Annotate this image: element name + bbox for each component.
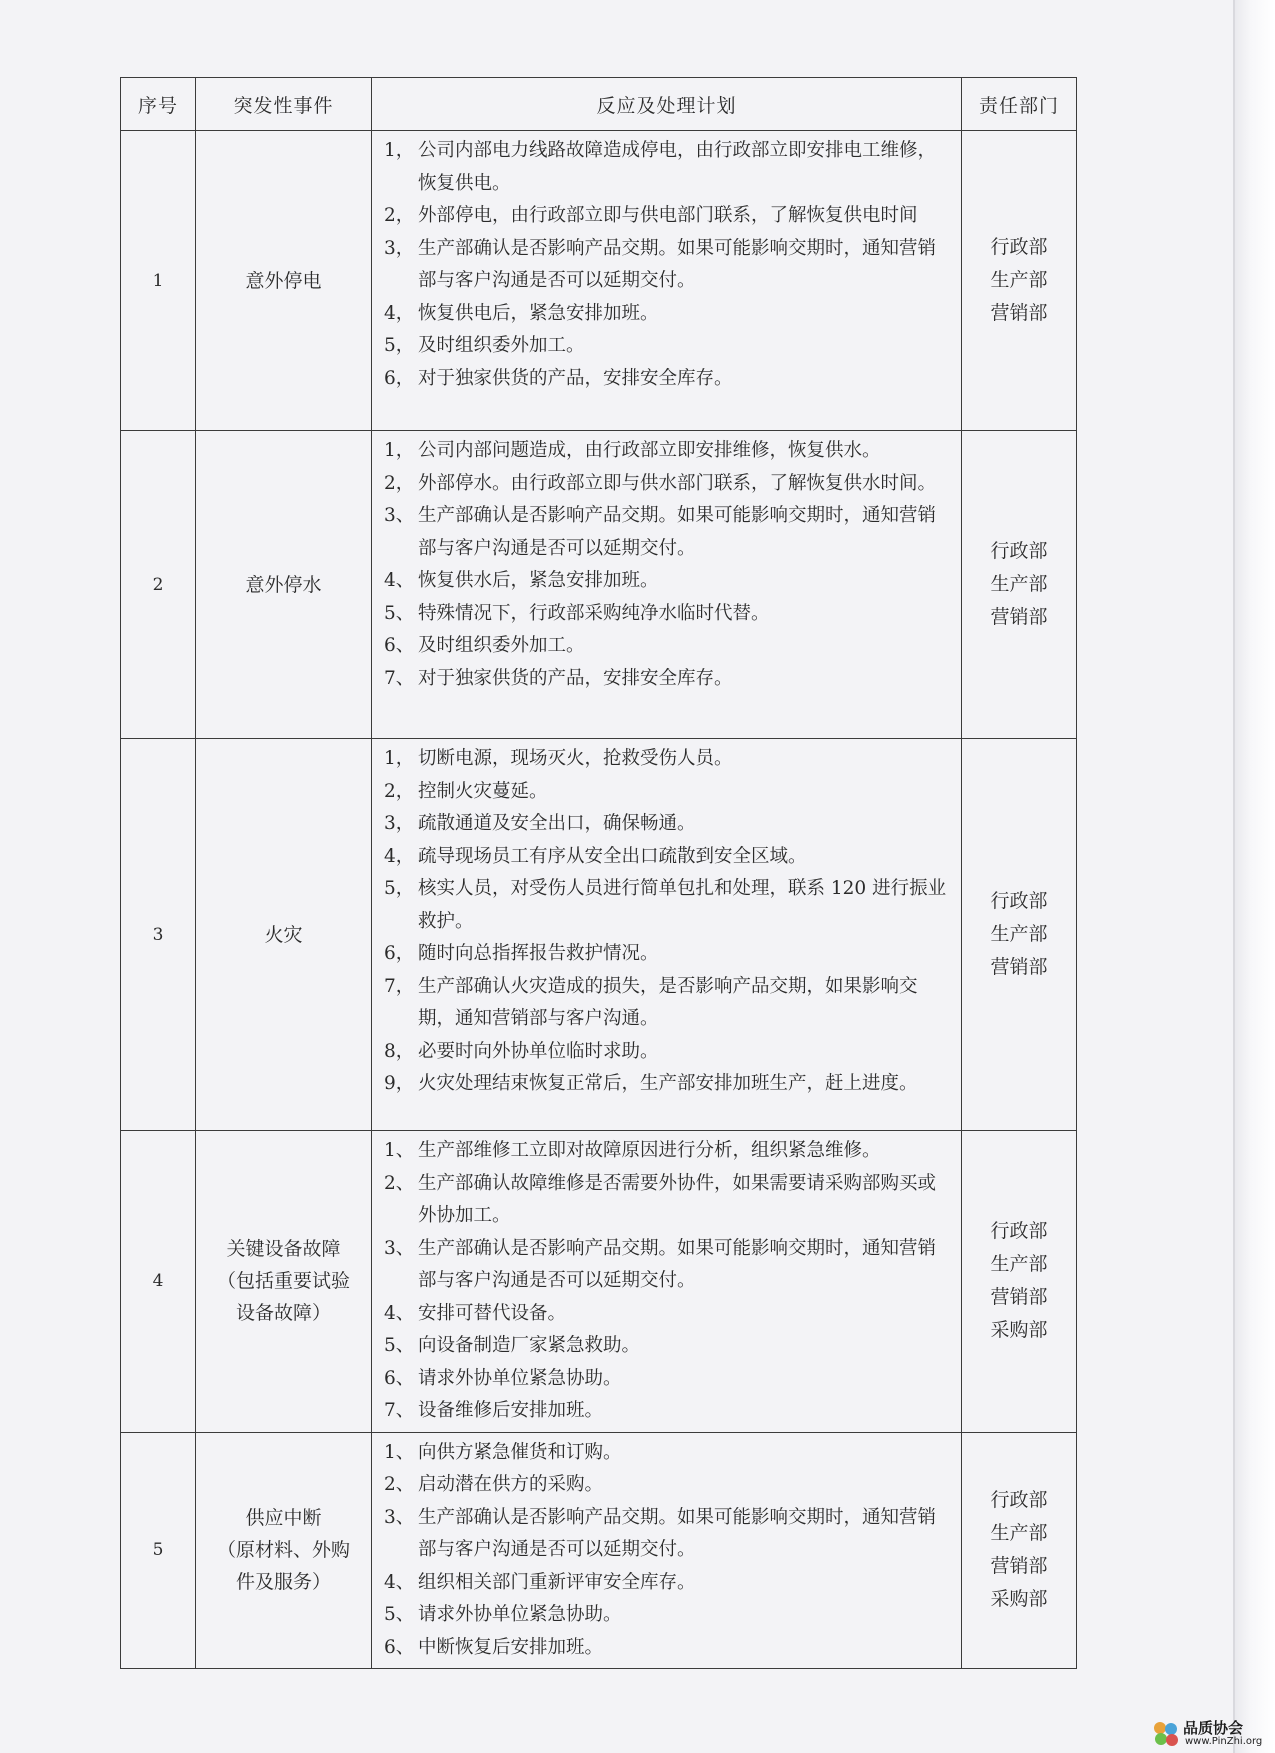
plan-step-text: 公司内部问题造成，由行政部立即安排维修，恢复供水。 xyxy=(418,440,881,461)
event-line: 意外停水 xyxy=(245,573,322,596)
plan-step-number: 7， xyxy=(384,975,415,997)
plan-step-text: 外部停水。由行政部立即与供水部门联系，了解恢复供水时间。 xyxy=(418,472,937,494)
row-event xyxy=(196,431,372,739)
plan-step-number: 4， xyxy=(384,845,415,867)
plan-step-text: 生产部确认火灾造成的损失，是否影响产品交期，如果影响交期，通知营销部与客户沟通。 xyxy=(418,975,918,1029)
event-line: 意外停电 xyxy=(245,269,322,292)
plan-step xyxy=(384,1437,951,1470)
plan-step-number: 5， xyxy=(384,878,415,899)
plan-step-number: 4、 xyxy=(384,570,415,591)
plan-step-text: 随时向总指挥报告救护情况。 xyxy=(418,943,659,964)
plan-step xyxy=(384,1502,951,1567)
event-line: 供应中断 xyxy=(245,1507,322,1530)
plan-step-text: 设备维修后安排加班。 xyxy=(418,1400,604,1421)
plan-step-text: 核实人员，对受伤人员进行简单包扎和处理，联系 120 进行振业救护。 xyxy=(418,878,947,932)
event-line: 关键设备故障 xyxy=(226,1238,341,1261)
table-row xyxy=(121,131,1077,431)
plan-step-number: 1， xyxy=(384,140,415,161)
dept-name: 营销部 xyxy=(990,956,1048,978)
plan-step-text: 及时组织委外加工。 xyxy=(418,335,585,356)
plan-step-number: 7、 xyxy=(384,667,415,689)
plan-step xyxy=(384,938,951,971)
plan-step-number: 5， xyxy=(384,335,415,356)
table-row xyxy=(121,1131,1077,1433)
plan-step-text: 请求外协单位紧急协助。 xyxy=(418,1604,622,1625)
plan-step xyxy=(384,1330,951,1363)
plan-step-number: 3、 xyxy=(384,1506,415,1528)
plan-step-text: 火灾处理结束恢复正常后，生产部安排加班生产，赶上进度。 xyxy=(418,1073,918,1094)
row-plan xyxy=(372,431,962,739)
row-dept xyxy=(962,131,1077,431)
dept-name: 行政部 xyxy=(990,540,1048,562)
dept-name: 生产部 xyxy=(990,573,1048,595)
plan-step-number: 4， xyxy=(384,302,415,324)
plan-step-text: 必要时向外协单位临时求助。 xyxy=(418,1040,659,1062)
dept-name: 生产部 xyxy=(990,1522,1048,1545)
plan-step-number: 2、 xyxy=(384,1474,415,1495)
plan-step xyxy=(384,1068,951,1101)
plan-step-text: 生产部确认是否影响产品交期。如果可能影响交期时，通知营销部与客户沟通是否可以延期交付。 xyxy=(418,1506,937,1560)
plan-step xyxy=(384,1168,951,1233)
dept-name: 营销部 xyxy=(990,1555,1048,1578)
plan-step xyxy=(384,1298,951,1331)
plan-step xyxy=(384,330,951,363)
event-line: （原材料、外购 xyxy=(216,1539,350,1562)
plan-step-text: 疏散通道及安全出口，确保畅通。 xyxy=(418,813,696,834)
dept-name: 营销部 xyxy=(990,606,1048,628)
plan-step-text: 对于独家供货的产品，安排安全库存。 xyxy=(418,667,733,689)
plan-step-text: 向供方紧急催货和订购。 xyxy=(418,1441,622,1463)
scan-page-edge xyxy=(1233,0,1275,1753)
plan-step xyxy=(384,743,951,776)
plan-step xyxy=(384,1036,951,1069)
plan-step-number: 3， xyxy=(384,237,415,259)
plan-step-number: 6， xyxy=(384,367,415,389)
plan-step-number: 1、 xyxy=(384,1441,415,1463)
plan-step-number: 3， xyxy=(384,813,415,834)
plan-step xyxy=(384,630,951,663)
plan-step xyxy=(384,1632,951,1665)
plan-step xyxy=(384,841,951,874)
plan-step-number: 6、 xyxy=(384,1367,415,1389)
plan-step-text: 恢复供电后，紧急安排加班。 xyxy=(418,302,659,324)
plan-step-text: 公司内部电力线路故障造成停电，由行政部立即安排电工维修，恢复供电。 xyxy=(418,140,937,194)
row-plan xyxy=(372,131,962,431)
event-line: 设备故障） xyxy=(235,1302,331,1325)
table-row xyxy=(121,431,1077,739)
plan-step-number: 3、 xyxy=(384,505,415,526)
plan-step-text: 控制火灾蔓延。 xyxy=(418,780,548,802)
plan-step-number: 6， xyxy=(384,943,415,964)
row-plan xyxy=(372,739,962,1131)
dept-name: 行政部 xyxy=(990,236,1048,258)
pinzhi-logo-icon xyxy=(1151,1719,1181,1747)
plan-step-number: 8， xyxy=(384,1040,415,1062)
plan-step-number: 2， xyxy=(384,472,415,494)
dept-name: 生产部 xyxy=(990,1253,1048,1276)
plan-step xyxy=(384,1395,951,1428)
plan-step xyxy=(384,500,951,565)
plan-step-number: 5、 xyxy=(384,1604,415,1625)
plan-step xyxy=(384,873,951,938)
plan-step-text: 生产部维修工立即对故障原因进行分析，组织紧急维修。 xyxy=(418,1140,881,1161)
plan-step xyxy=(384,776,951,809)
plan-step xyxy=(384,808,951,841)
plan-step-number: 4、 xyxy=(384,1302,415,1324)
plan-step xyxy=(384,663,951,696)
plan-step xyxy=(384,1363,951,1396)
plan-step-text: 特殊情况下，行政部采购纯净水临时代替。 xyxy=(418,602,770,624)
row-dept xyxy=(962,739,1077,1131)
plan-step-number: 4、 xyxy=(384,1571,415,1593)
plan-step-text: 生产部确认是否影响产品交期。如果可能影响交期时，通知营销部与客户沟通是否可以延期交付。 xyxy=(418,237,937,291)
plan-step-number: 1、 xyxy=(384,1140,415,1161)
event-line: （包括重要试验 xyxy=(216,1270,350,1293)
plan-step xyxy=(384,1599,951,1632)
plan-step-number: 3、 xyxy=(384,1237,415,1259)
plan-step xyxy=(384,135,951,200)
row-plan xyxy=(372,1131,962,1433)
plan-step-text: 恢复供水后，紧急安排加班。 xyxy=(418,570,659,591)
plan-step-text: 请求外协单位紧急协助。 xyxy=(418,1367,622,1389)
plan-step-text: 切断电源，现场灭火，抢救受伤人员。 xyxy=(418,748,733,769)
dept-name: 营销部 xyxy=(990,302,1048,324)
plan-step-number: 6、 xyxy=(384,635,415,656)
row-seq: 3 xyxy=(121,739,196,1131)
plan-step-text: 疏导现场员工有序从安全出口疏散到安全区域。 xyxy=(418,845,807,867)
row-event xyxy=(196,131,372,431)
plan-step-text: 中断恢复后安排加班。 xyxy=(418,1636,604,1658)
dept-name: 生产部 xyxy=(990,269,1048,291)
plan-step-text: 生产部确认是否影响产品交期。如果可能影响交期时，通知营销部与客户沟通是否可以延期交付。 xyxy=(418,1237,937,1291)
plan-step-number: 2， xyxy=(384,780,415,802)
plan-step xyxy=(384,565,951,598)
row-dept xyxy=(962,1432,1077,1669)
watermark-title: 品质协会 xyxy=(1183,1719,1244,1737)
row-event xyxy=(196,739,372,1131)
table-body xyxy=(121,131,1077,1669)
plan-step-number: 9， xyxy=(384,1073,415,1094)
header-plan: 反应及处理计划 xyxy=(372,78,962,131)
plan-step-number: 6、 xyxy=(384,1636,415,1658)
plan-step-text: 及时组织委外加工。 xyxy=(418,635,585,656)
plan-step-number: 1， xyxy=(384,748,415,769)
row-seq: 4 xyxy=(121,1131,196,1433)
plan-step-number: 1， xyxy=(384,440,415,461)
plan-step xyxy=(384,363,951,396)
plan-step xyxy=(384,971,951,1036)
dept-name: 采购部 xyxy=(990,1319,1048,1342)
dept-name: 营销部 xyxy=(990,1286,1048,1309)
plan-step-text: 组织相关部门重新评审安全库存。 xyxy=(418,1571,696,1593)
header-event: 突发性事件 xyxy=(196,78,372,131)
plan-step xyxy=(384,233,951,298)
row-dept xyxy=(962,1131,1077,1433)
header-seq: 序号 xyxy=(121,78,196,131)
header-dept: 责任部门 xyxy=(962,78,1077,131)
dept-name: 生产部 xyxy=(990,923,1048,945)
plan-step xyxy=(384,598,951,631)
plan-step xyxy=(384,200,951,233)
plan-step-text: 生产部确认是否影响产品交期。如果可能影响交期时，通知营销部与客户沟通是否可以延期交付。 xyxy=(418,505,937,559)
watermark-url: www.PinZhi.org xyxy=(1185,1736,1263,1747)
plan-step-number: 5、 xyxy=(384,602,415,624)
plan-step-text: 启动潜在供方的采购。 xyxy=(418,1474,604,1495)
plan-step-number: 5、 xyxy=(384,1335,415,1356)
event-line: 件及服务） xyxy=(235,1571,331,1594)
plan-step-text: 向设备制造厂家紧急救助。 xyxy=(418,1335,641,1356)
table-header-row xyxy=(121,78,1077,131)
dept-name: 行政部 xyxy=(990,1220,1048,1243)
table-row xyxy=(121,1432,1077,1669)
plan-step-text: 外部停电，由行政部立即与供电部门联系，了解恢复供电时间 xyxy=(418,205,918,226)
row-plan xyxy=(372,1432,962,1669)
dept-name: 行政部 xyxy=(990,890,1048,912)
row-seq: 5 xyxy=(121,1432,196,1669)
plan-step-text: 安排可替代设备。 xyxy=(418,1302,567,1324)
plan-step xyxy=(384,1469,951,1502)
pinzhi-watermark xyxy=(1151,1717,1271,1749)
plan-step-text: 对于独家供货的产品，安排安全库存。 xyxy=(418,367,733,389)
row-seq: 2 xyxy=(121,431,196,739)
row-event xyxy=(196,1432,372,1669)
plan-step xyxy=(384,1233,951,1298)
plan-step xyxy=(384,298,951,331)
row-seq: 1 xyxy=(121,131,196,431)
plan-step xyxy=(384,468,951,501)
plan-step-text: 生产部确认故障维修是否需要外协件，如果需要请采购部购买或外协加工。 xyxy=(418,1172,937,1226)
plan-step xyxy=(384,435,951,468)
plan-step-number: 2、 xyxy=(384,1172,415,1194)
table-row xyxy=(121,739,1077,1131)
emergency-response-table xyxy=(120,77,1077,1669)
row-dept xyxy=(962,431,1077,739)
plan-step xyxy=(384,1135,951,1168)
dept-name: 采购部 xyxy=(990,1588,1048,1611)
plan-step xyxy=(384,1567,951,1600)
plan-step-number: 7、 xyxy=(384,1400,415,1421)
dept-name: 行政部 xyxy=(990,1489,1048,1512)
row-event xyxy=(196,1131,372,1433)
plan-step-number: 2， xyxy=(384,205,415,226)
event-line: 火灾 xyxy=(264,923,303,946)
